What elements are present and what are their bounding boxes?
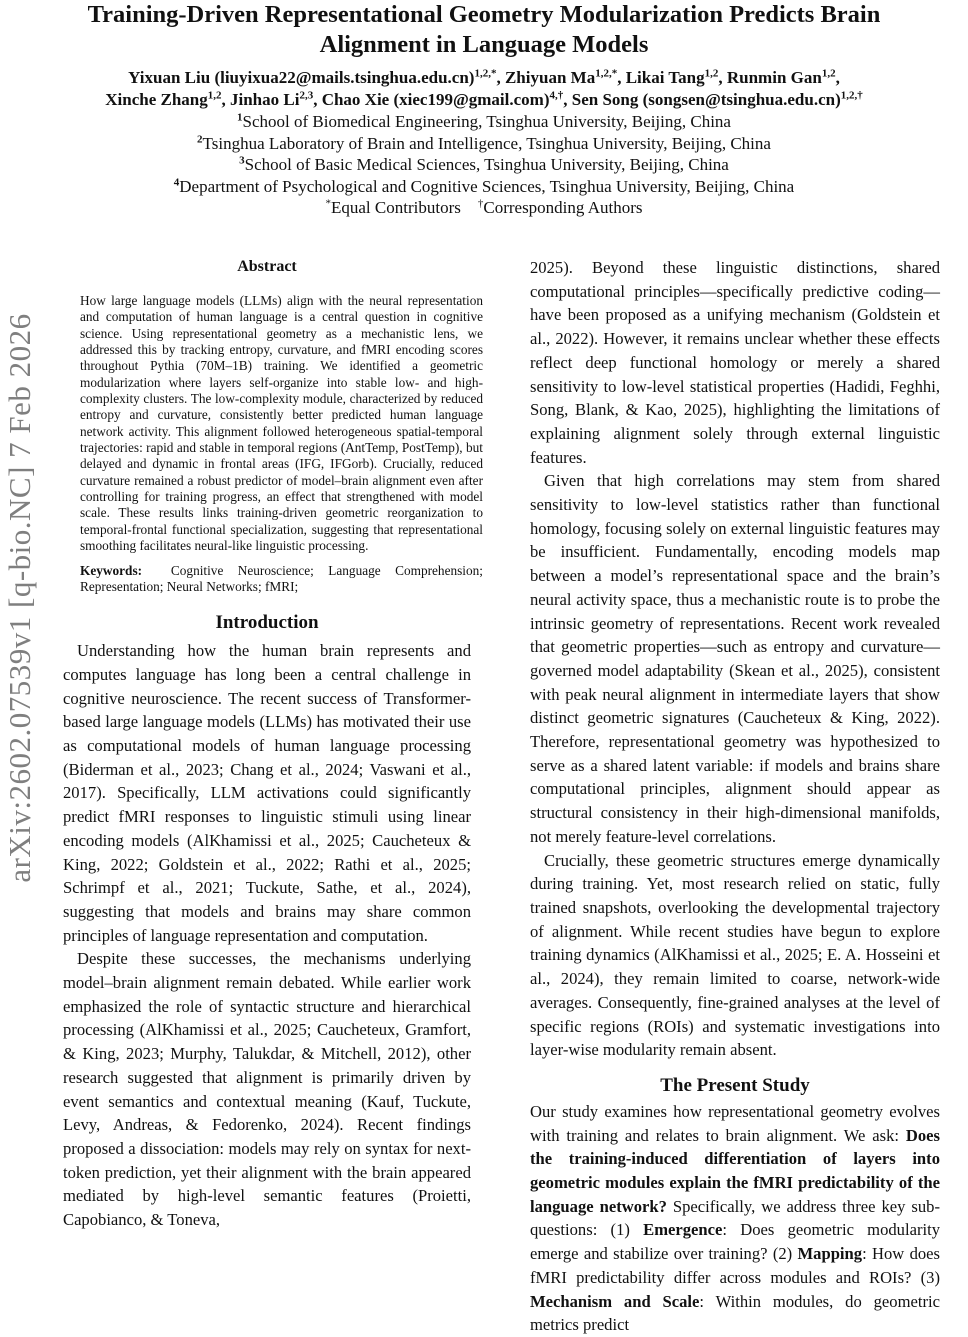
affiliation-number: 1 bbox=[237, 111, 243, 124]
author-name: Jinhao Li bbox=[229, 90, 300, 109]
affiliation-number: 4 bbox=[173, 176, 180, 189]
affiliations bbox=[20, 111, 948, 219]
author-affiliation-marker: 1,2,† bbox=[840, 89, 863, 102]
present-study-body bbox=[530, 1100, 940, 1337]
paragraph-text: Our study examines how representational geometry evolves with training and relates to brain alignment. We ask: bbox=[530, 1101, 940, 1145]
paragraph-text: : Within modules, do geometric metrics predict bbox=[530, 1291, 940, 1335]
author-affiliation-marker: 1,2 bbox=[821, 67, 836, 80]
affiliation-line bbox=[20, 176, 948, 198]
corresponding-author-note: Corresponding Authors bbox=[483, 198, 643, 218]
affiliation-number: 2 bbox=[197, 132, 203, 145]
emphasized-text: Mapping bbox=[797, 1244, 863, 1264]
paragraph-text: Despite these successes, the mechanisms underlying model–brain alignment remain debated. While earlier work emphasized the role of syntactic structure and hierarchical processing (AlKhamissi et al., 2025; Caucheteux, Gramfort, & King, 2023; Murphy, Talukdar, & Mitchell, 2012), other research suggested that alignment is primarily driven by event semantics and contextual meaning (Kauf, Tuckute, Levy, Andreas, & Fedorenko, 2024). Recent findings proposed a dissociation: models may rely on syntax for next-token prediction, yet their alignment with the brain appeared mediated by high-level semantic features (Proietti, Capobianco, & Toneva, bbox=[63, 949, 471, 1230]
body-paragraph bbox=[530, 256, 940, 469]
affiliation-text: Department of Psychological and Cognitive Sciences, Tsinghua University, Beijing, China bbox=[179, 176, 795, 196]
author-affiliation-marker: 4,† bbox=[549, 89, 564, 102]
keywords bbox=[80, 563, 483, 596]
affiliation-line bbox=[20, 111, 948, 133]
equal-contribution-mark: * bbox=[325, 197, 331, 210]
keywords-list: Cognitive Neuroscience; Language Comprehension; Representation; Neural Networks; fMRI; bbox=[80, 562, 483, 594]
section-heading-present-study: The Present Study bbox=[660, 1074, 810, 1096]
affiliation-line bbox=[20, 133, 948, 155]
body-paragraph bbox=[530, 849, 940, 1062]
author-name: Xinche Zhang bbox=[105, 90, 208, 109]
affiliation-line bbox=[20, 154, 948, 176]
affiliation-text: School of Basic Medical Sciences, Tsinghua University, Beijing, China bbox=[244, 155, 729, 175]
paragraph-text: : How does fMRI predictability differ across modules and ROIs? (3) bbox=[530, 1244, 940, 1287]
paragraph-text: : Does geometric modularity emerge and stabilize over training? (2) bbox=[530, 1220, 940, 1264]
right-column bbox=[530, 256, 940, 1337]
body-paragraph bbox=[63, 947, 471, 1231]
left-column-body bbox=[63, 639, 471, 1232]
left-column bbox=[63, 257, 483, 1232]
paragraph-text: Understanding how the human brain represents and computes language has long been a central challenge in cognitive neuroscience. The recent success of Transformer-based large language models (LLMs) has motivated their use as computational models of human language processing (Biderman et al., 2023; Chang et al., 2024; Vaswani et al., 2017). Specifically, LLM activations could significantly predict fMRI responses to linguistic stimuli using linear encoding models (AlKhamissi et al., 2025; Caucheteux & King, 2022; Goldstein et al., 2022; Rathi et al., 2025; Schrimpf et al., 2021; Tuckute, Sathe, et al., 2024), suggesting that models and brains may share common principles of language representation and computation. bbox=[63, 641, 471, 945]
body-paragraph bbox=[63, 639, 471, 947]
author-affiliation-marker: 1,2 bbox=[704, 67, 719, 80]
corresponding-author-mark: † bbox=[477, 197, 484, 210]
abstract-heading: Abstract bbox=[237, 258, 297, 275]
affiliation-text: Tsinghua Laboratory of Brain and Intelligence, Tsinghua University, Beijing, China bbox=[202, 133, 771, 153]
author-name: Chao Xie (xiec199@gmail.com) bbox=[321, 90, 550, 109]
author-name: Likai Tang bbox=[625, 68, 705, 87]
emphasized-text: Emergence bbox=[643, 1220, 723, 1240]
author-name: Yixuan Liu (liuyixua22@mails.tsinghua.edu.cn) bbox=[128, 68, 475, 87]
paragraph-text: 2025). Beyond these linguistic distinctions, shared computational principles—specifically predictive coding—have been proposed as a unifying mechanism (Goldstein et al., 2022). However, it remains unclear whether these effects reflect deep functional homology or merely a shared sensitivity to low-level statistical properties (Hadidi, Feghhi, Song, Blank, & Kao, 2025), highlighting the limitations of explaining alignment solely through external linguistic features. bbox=[530, 258, 940, 467]
paragraph-text: Crucially, these geometric structures emerge dynamically during training. Yet, most research relied on static, fully trained snapshots, overlooking the developmental trajectory of alignment. While recent studies have begun to explore training dynamics (AlKhamissi et al., 2025; E. A. Hosseini et al., 2024), they remain limited to coarse, network-wide averages. Consequently, fine-grained analyses at the level of specific regions (ROIs) and systematic investigations into layer-wise modularity remain absent. bbox=[530, 850, 940, 1060]
author-name: Zhiyuan Ma bbox=[504, 68, 596, 87]
author-affiliation-marker: 1,2 bbox=[207, 89, 222, 102]
paper-header bbox=[20, 0, 948, 219]
author-affiliation-marker: 2,3 bbox=[299, 89, 314, 102]
affiliation-number: 3 bbox=[239, 154, 245, 167]
author-name: Runmin Gan bbox=[726, 68, 822, 87]
equal-contribution-note: Equal Contributors bbox=[331, 198, 461, 218]
abstract-text: How large language models (LLMs) align with the neural representation and computation of human language is a central question in cognitive science. Using representational geometry as a mechanistic lens, we addressed this by tracking entropy, curvature, and fMRI encoding scores throughout Pythia (70M–1B) training. We identified a geometric modularization where layers self-organize into stable low- and high-complexity clusters. The low-complexity module, characterized by reduced entropy and curvature, consistently better predicted human language network activity. This alignment followed heterogeneous spatial-temporal trajectories: rapid and stable in temporal regions (AntTemp, PostTemp), but delayed and dynamic in frontal areas (IFG, IFGorb). Crucially, reduced curvature remained a robust predictor of model–brain alignment even after controlling for training progress, an effect that strengthened with model scale. These results links training-driven geometric reorganization to temporal-frontal functional specialization, suggesting that representational smoothing facilitates neural-like linguistic processing. bbox=[80, 293, 483, 554]
paragraph-text: Specifically, we address three key sub-questions: (1) bbox=[530, 1196, 940, 1240]
paper-title: Training-Driven Representational Geometry Modularization Predicts Brain Alignment in Language Models bbox=[87, 1, 881, 58]
paragraph-text: Given that high correlations may stem from shared sensitivity to low-level statistics rather than functional homology, focusing solely on external linguistic features may be insufficient. Fundamentally, encoding models map between a model’s representational space and the brain’s neural activity space, thus a mechanistic route is to probe the intrinsic geometry of representations. Recent work revealed that geometric properties—such as entropy and curvature—governed model adaptability (Skean et al., 2025), consistent with peak neural alignment in intermediate layers that show distinct geometric signatures (Caucheteux & King, 2022). Therefore, representational geometry was hypothesized to serve as a shared latent variable: if models and brains share computational principles, alignment should appear as structural consistency in their high-dimensional manifolds, not merely feature-level correlations. bbox=[530, 471, 940, 846]
contribution-notes bbox=[20, 197, 948, 219]
author-list: Yixuan Liu (liuyixua22@mails.tsinghua.edu.cn)$^{1,2,*}$, Zhiyuan $Ma^{1,2,*}$, Likai Tang$^{1,2}$, Runmin Gan$^{1,2}$, Xinche Zhang$^{1,2}$, Jinhao Li$^{2,3}$, Chao Xie (xiec199@gmail.com)$^{4,\dagger}$, Sen Song (songsen@tsinghua.edu.cn)$^{1,2,\dagger}$ bbox=[105, 67, 863, 109]
section-heading-introduction: Introduction bbox=[215, 612, 319, 634]
keywords-label: Keywords: bbox=[80, 562, 143, 578]
author-name: Sen Song (songsen@tsinghua.edu.cn) bbox=[571, 90, 841, 109]
author-affiliation-marker: 1,2,* bbox=[595, 67, 618, 80]
body-paragraph bbox=[530, 469, 940, 848]
emphasized-text: Mechanism and Scale bbox=[530, 1291, 700, 1311]
body-paragraph bbox=[530, 1100, 940, 1337]
affiliation-text: School of Biomedical Engineering, Tsinghua University, Beijing, China bbox=[242, 112, 731, 131]
author-affiliation-marker: 1,2,* bbox=[474, 67, 497, 80]
right-column-body bbox=[530, 256, 940, 1062]
arxiv-identifier-sidebar: arXiv:2602.07539v1 [q-bio.NC] 7 Feb 2026 bbox=[2, 313, 37, 883]
emphasized-text: Does the training-induced differentiation of layers into geometric modules explain the fMRI predictability of the language network? bbox=[530, 1125, 940, 1216]
